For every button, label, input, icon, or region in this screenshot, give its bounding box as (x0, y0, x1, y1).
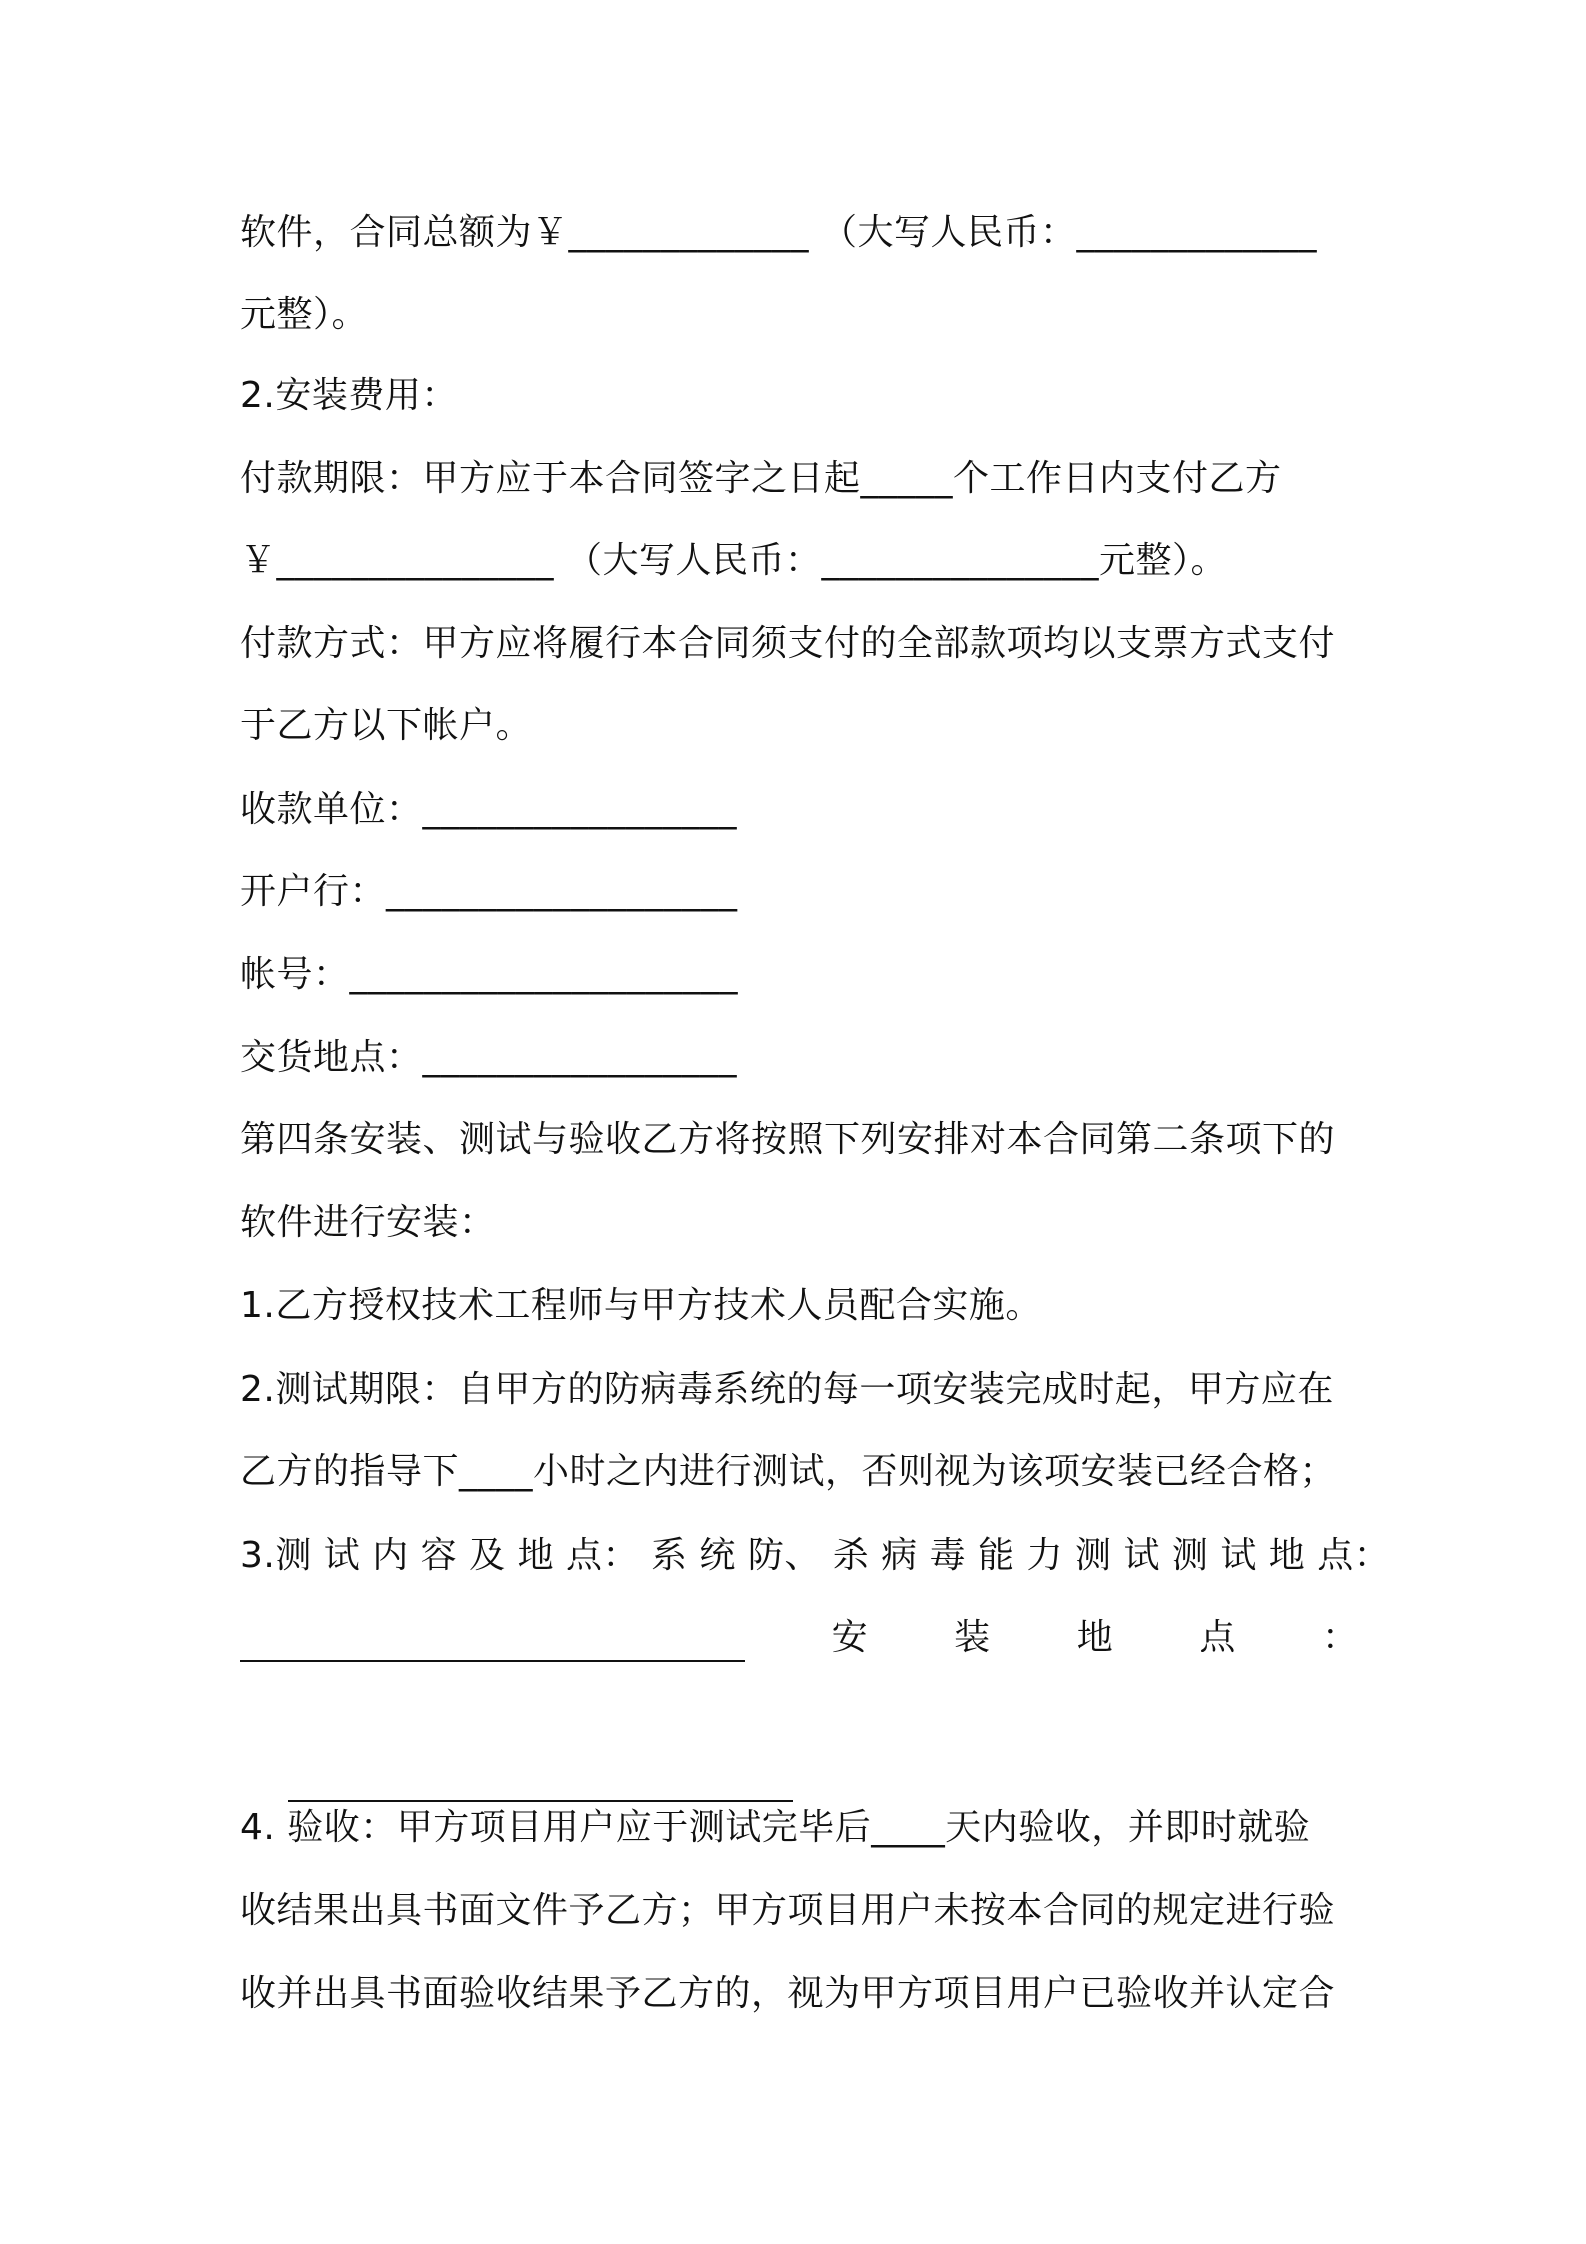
text-line: 收并出具书面验收结果予乙方的，视为甲方项目用户已验收并认定合 (240, 1973, 1336, 2014)
spaced-char: 地 (1076, 1617, 1113, 1658)
text-line: 帐号：_____________________ (240, 954, 739, 995)
text-line: 付款期限：甲方应于本合同签字之日起_____个工作日内支付乙方 (240, 458, 1282, 499)
text-line: 3.测 试 内 容 及 地 点： 系 统 防、 杀 病 毒 能 力 测 试 测 试 地 点： (240, 1535, 1391, 1576)
text-line: 乙方的指导下____小时之内进行测试，否则视为该项安装已经合格； (240, 1451, 1337, 1492)
text-line: 软件进行安装： (240, 1202, 496, 1243)
text-line: 4. 验收：甲方项目用户应于测试完毕后____天内验收，并即时就验 (240, 1807, 1311, 1848)
spaced-char: 装 (954, 1617, 991, 1658)
text-line: 第四条安装、测试与验收乙方将按照下列安排对本合同第二条项下的 (240, 1119, 1336, 1160)
install-location-blank (288, 1764, 793, 1802)
text-line: 元整）。 (240, 294, 369, 335)
text-line: 于乙方以下帐户。 (240, 705, 533, 746)
spaced-char: 点 (1199, 1617, 1236, 1658)
text-line: 开户行：___________________ (240, 871, 738, 912)
test-location-blank (240, 1624, 745, 1662)
text-line: 1.乙方授权技术工程师与甲方技术人员配合实施。 (240, 1285, 1042, 1326)
text-line: ￥_______________ （大写人民币：_______________元整）。 (240, 540, 1227, 581)
text-line: 软件，合同总额为￥_____________ （大写人民币：_____________ (240, 212, 1317, 253)
install-location-line (240, 1614, 1358, 1662)
text-line: 收结果出具书面文件予乙方；甲方项目用户未按本合同的规定进行验 (240, 1890, 1336, 1931)
spaced-char: 安 (831, 1617, 868, 1658)
text-line: 2.测试期限：自甲方的防病毒系统的每一项安装完成时起，甲方应在 (240, 1369, 1334, 1410)
text-line: 付款方式：甲方应将履行本合同须支付的全部款项均以支票方式支付 (240, 623, 1336, 664)
text-line: 交货地点：_________________ (240, 1037, 738, 1078)
spaced-char: ： (1321, 1617, 1358, 1658)
text-line: 收款单位：_________________ (240, 789, 738, 830)
text-line: 2.安装费用： (240, 375, 458, 416)
